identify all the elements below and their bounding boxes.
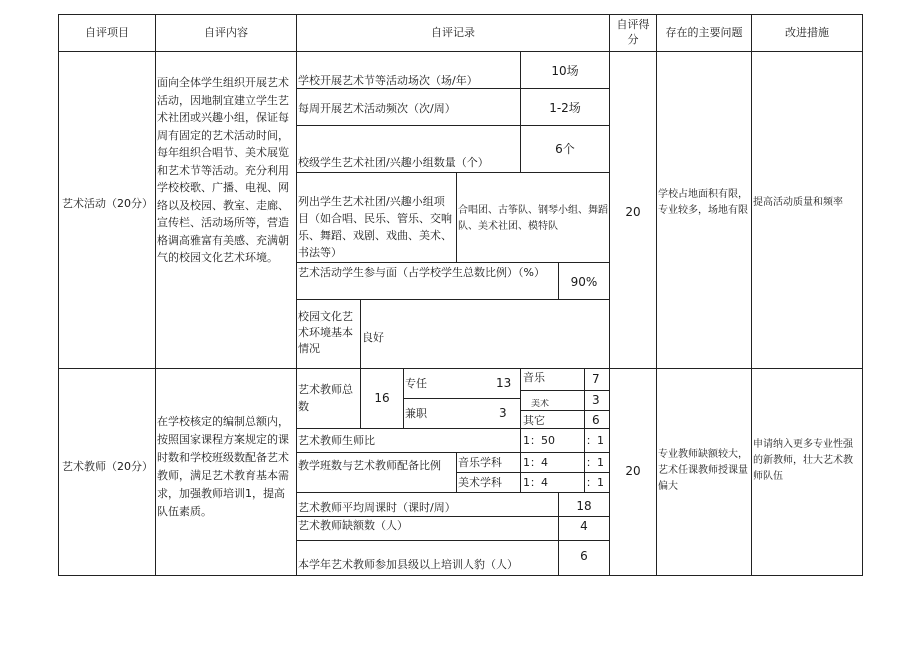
s2-class-art-value: 1：4 <box>523 476 548 489</box>
section1-content: 面向全体学生组织开展艺术活动，因地制宜建立学生艺术社团或兴趣小组，保证每周有固定的艺术活动时间，每年组织合唱节、美术展览和艺术节等活动。充分利用学校校歌、广播、电视、网络以及校园、教室、走廊、宣传栏、活动场所等，营造格调高雅富有美感、充满朝气的校园文化艺术环境。 <box>157 76 289 264</box>
header-score: 自评得分 <box>616 18 650 46</box>
s1-row6-label: 校园文化艺术环境基本情况 <box>298 310 353 355</box>
s2-subject-art: 美术 <box>531 399 550 409</box>
s1-row4-value: 合唱团、古筝队、钢琴小组、舞蹈队、美术社团、模特队 <box>458 205 608 232</box>
section2-score: 20 <box>625 464 641 478</box>
s1-row1-label: 学校开展艺术节等活动场次（场/年） <box>298 74 478 87</box>
s2-fulltime-value: 13 <box>496 376 512 390</box>
section1-improve: 提高活动质量和频率 <box>753 197 843 208</box>
s2-class-music-tail: ：1 <box>586 456 604 469</box>
s1-row3-value: 6个 <box>555 142 575 156</box>
header-improve: 改进措施 <box>785 26 829 39</box>
s1-row4-label: 列出学生艺术社团/兴趣小组项目（如合唱、民乐、管乐、交响乐、舞蹈、戏剧、戏曲、美术、书法等） <box>298 195 452 259</box>
section1-score: 20 <box>625 205 641 219</box>
s2-weekly-label: 艺术教师平均周课时（课时/周） <box>298 501 456 514</box>
s2-weekly-value: 18 <box>576 499 592 513</box>
section2-problem: 专业教师缺额较大，艺术任课教师授课量偏大 <box>658 449 748 492</box>
header-item: 自评项目 <box>85 26 129 39</box>
section2-improve: 申请纳入更多专业性强的新教师，壮大艺术教师队伍 <box>753 439 853 482</box>
section1-problem: 学校占地面积有限，专业较多，场地有限 <box>658 189 748 216</box>
section1-item: 艺术活动（20分） <box>62 197 153 210</box>
s2-parttime-label: 兼职 <box>405 407 427 420</box>
s2-class-art-tail: ：1 <box>586 476 604 489</box>
s1-row2-value: 1-2场 <box>549 101 581 115</box>
s2-shortage-label: 艺术教师缺额数（人） <box>298 519 408 532</box>
s1-row5-value: 90% <box>570 275 598 289</box>
s2-ratio-tail: ：1 <box>586 434 604 447</box>
header-record: 自评记录 <box>431 26 475 39</box>
s2-parttime-value: 3 <box>499 406 507 420</box>
s1-row2-label: 每周开展艺术活动频次（次/周） <box>298 102 456 115</box>
s1-row6-value: 良好 <box>362 331 384 344</box>
s1-row5-label: 艺术活动学生参与面（占学校学生总数比例）（%） <box>298 266 545 279</box>
s2-shortage-value: 4 <box>580 519 588 533</box>
s2-subject-music-value: 7 <box>592 372 600 386</box>
s2-training-value: 6 <box>580 549 588 563</box>
s2-subject-other-value: 6 <box>592 413 600 427</box>
section2-content: 在学校核定的编制总额内，按照国家课程方案规定的课时数和学校班级数配备艺术教师，满足艺术教育基本需求，加强教师培训1，提高队伍素质。 <box>157 415 289 518</box>
s2-subject-art-value: 3 <box>592 393 600 407</box>
s2-total-value: 16 <box>374 391 390 405</box>
header-content: 自评内容 <box>204 26 248 39</box>
s2-class-music-value: 1：4 <box>523 456 548 469</box>
s2-class-music-subject: 音乐学科 <box>458 456 502 469</box>
s2-fulltime-label: 专任 <box>405 377 427 390</box>
s2-class-art-subject: 美术学科 <box>458 476 502 489</box>
s2-total-label: 艺术教师总数 <box>298 383 353 413</box>
s2-ratio-label: 艺术教师生师比 <box>298 434 375 447</box>
section2-item: 艺术教师（20分） <box>62 460 153 473</box>
s1-row3-label: 校级学生艺术社团/兴趣小组数量（个） <box>298 156 489 169</box>
s1-row1-value: 10场 <box>551 64 579 78</box>
s2-ratio-value: 1：50 <box>523 434 555 447</box>
header-problem: 存在的主要问题 <box>665 26 743 39</box>
s2-training-label: 本学年艺术教师参加县级以上培训人豹（人） <box>298 558 518 571</box>
s2-subject-music: 音乐 <box>523 371 545 384</box>
s2-class-ratio-label: 教学班数与艺术教师配备比例 <box>298 459 441 472</box>
s2-subject-other: 其它 <box>523 414 545 427</box>
